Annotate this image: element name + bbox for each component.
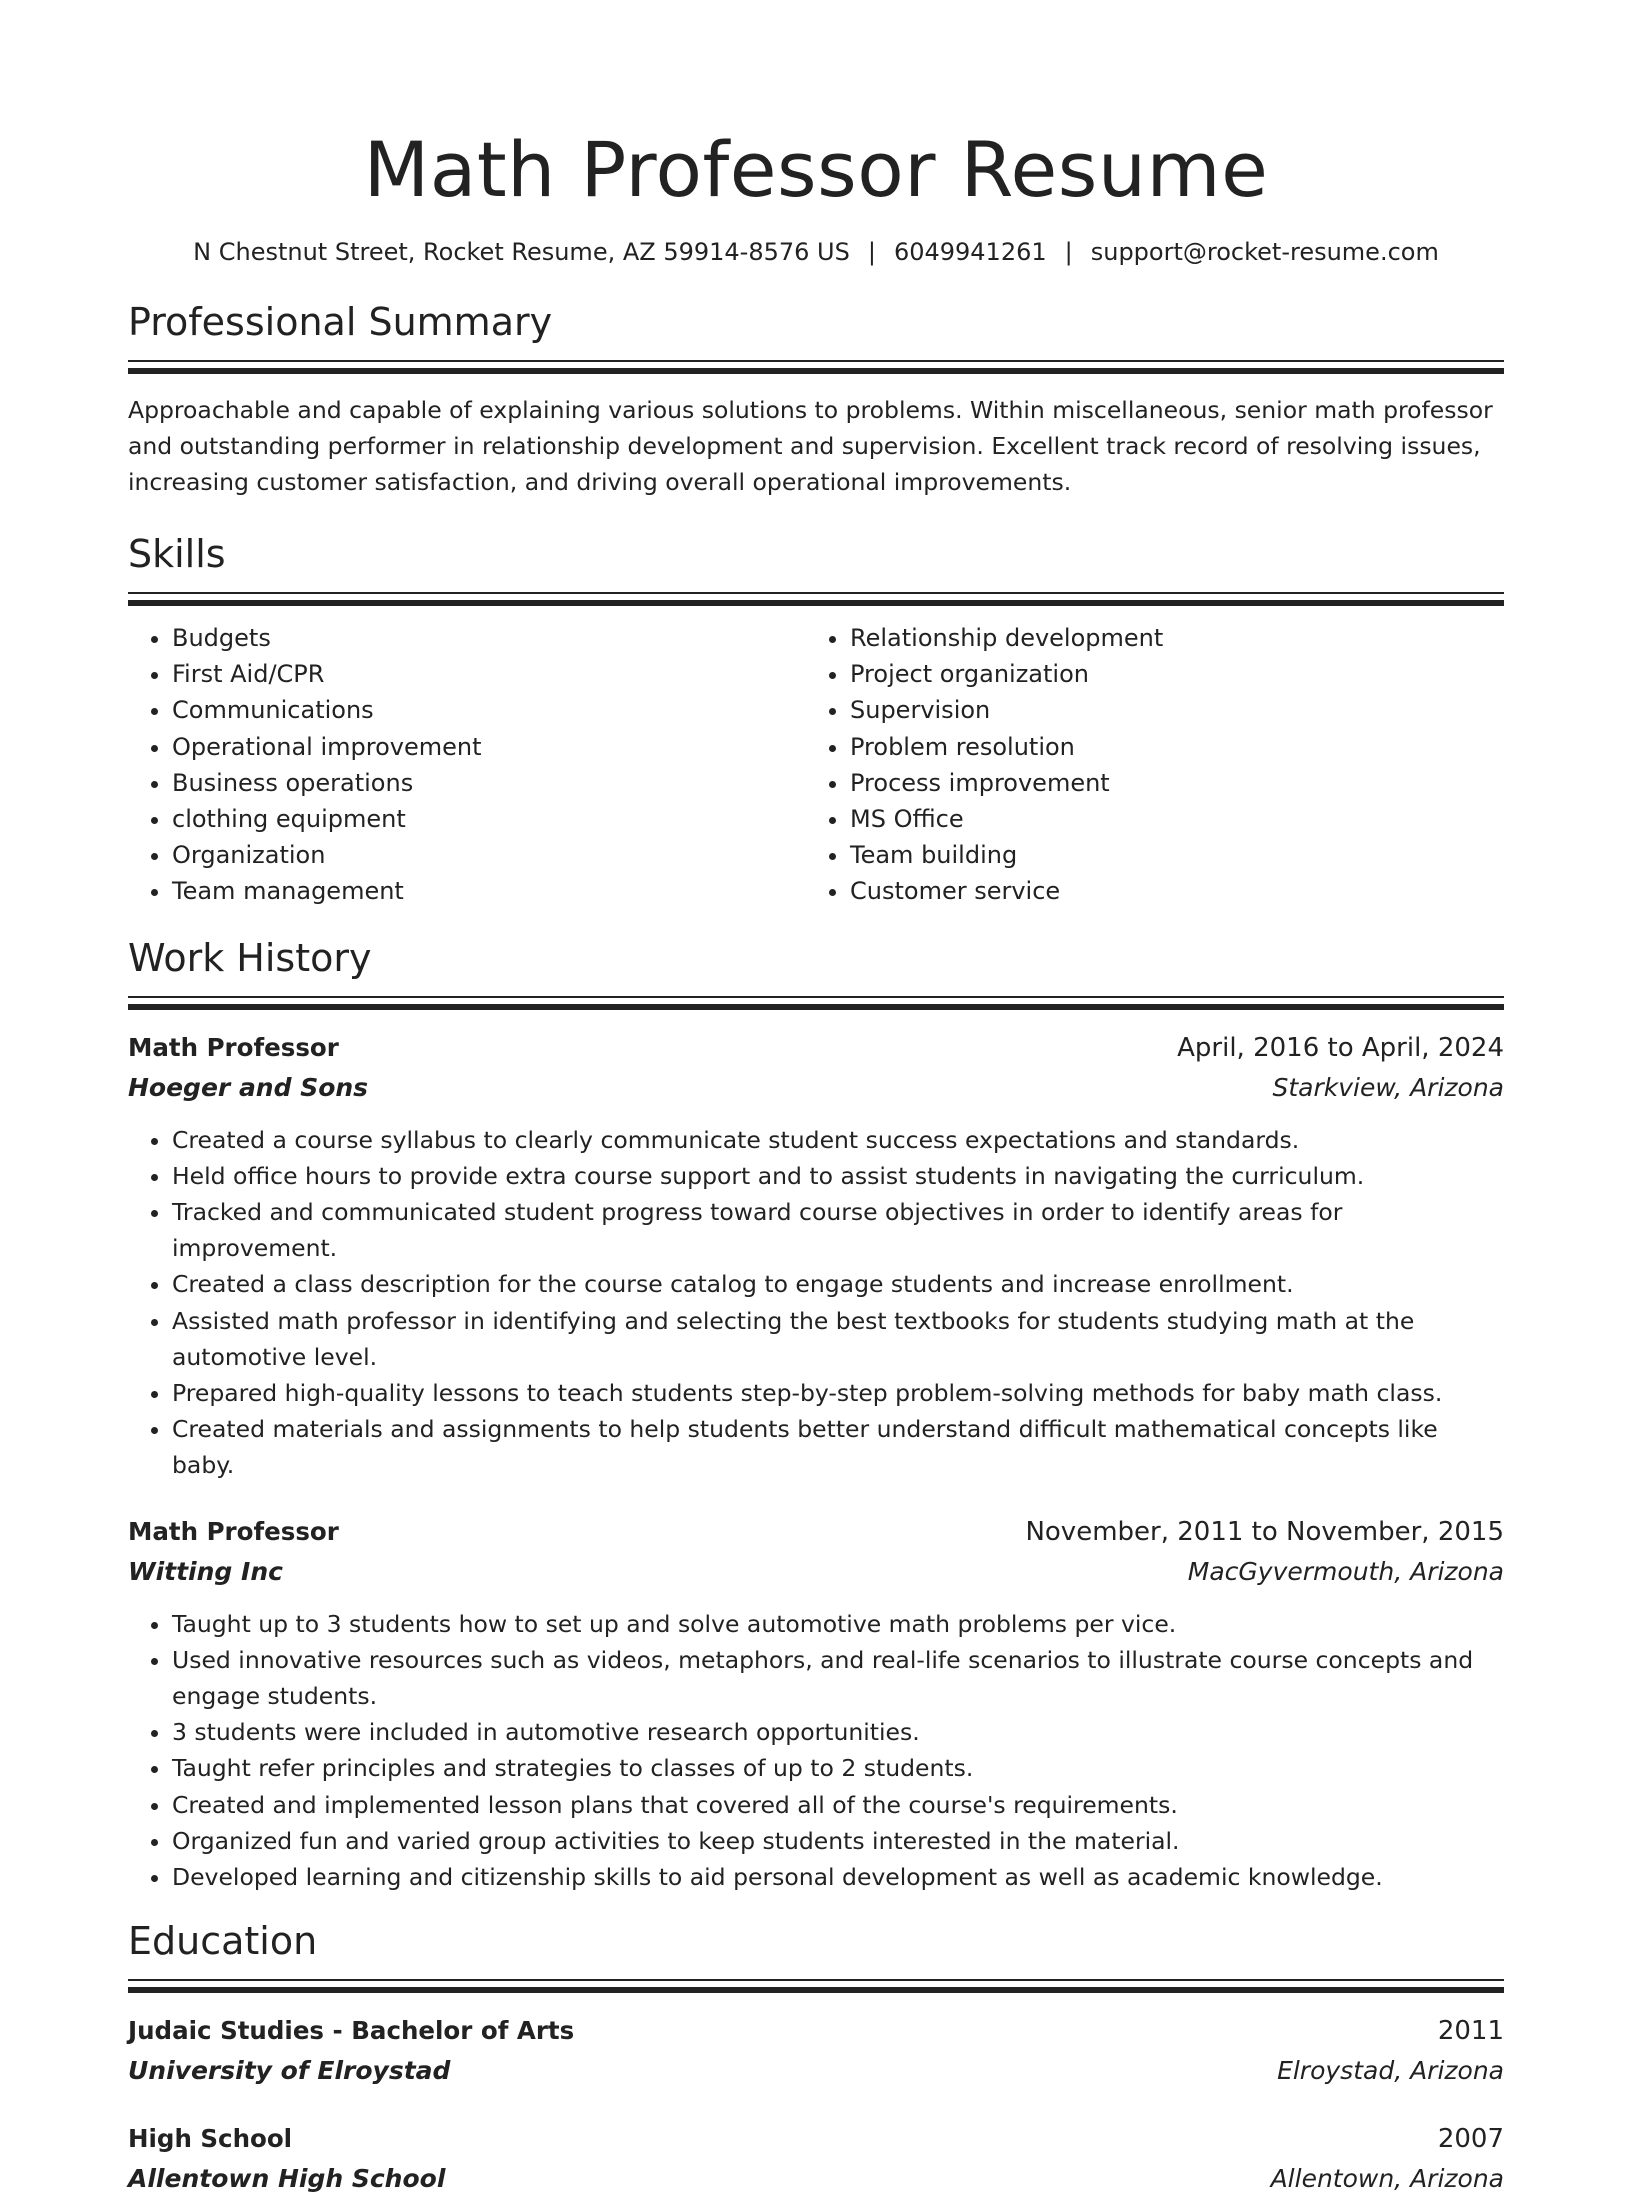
- contact-separator: |: [867, 238, 876, 266]
- skill-item: • Communications: [172, 692, 806, 728]
- job-title: Math Professor: [128, 1516, 339, 1546]
- education-subheader-row: [128, 2159, 1504, 2199]
- work-history-section: [128, 934, 1504, 1896]
- education-school: University of Elroystad: [128, 2056, 451, 2086]
- skill-item: • Supervision: [850, 692, 1484, 728]
- skill-item: • Relationship development: [850, 620, 1484, 656]
- education-year: 2007: [1437, 2124, 1504, 2155]
- contact-email: support@rocket-resume.com: [1090, 238, 1439, 266]
- job-company: Hoeger and Sons: [128, 1072, 369, 1102]
- job-bullet: • Created and implemented lesson plans that covered all of the course's requirements.: [172, 1787, 1504, 1823]
- education-entry: [128, 2011, 1504, 2091]
- skill-item: • Process improvement: [850, 765, 1484, 801]
- work-history-heading: Work History: [128, 935, 372, 980]
- education-heading: Education: [128, 1919, 318, 1964]
- resume-page: [128, 0, 1504, 2199]
- job-bullet: • Taught refer principles and strategies to classes of up to 2 students.: [172, 1750, 1504, 1786]
- education-year: 2011: [1437, 2016, 1504, 2047]
- job-subheader-row: [128, 1068, 1504, 1108]
- skill-item: • MS Office: [850, 801, 1484, 837]
- job-bullet: • Created materials and assignments to help students better understand difficult mathematical concepts like baby.: [172, 1411, 1504, 1483]
- job-bullets: [128, 1606, 1504, 1896]
- job-bullet: • Assisted math professor in identifying and selecting the best textbooks for students studying math at the automotive level.: [172, 1303, 1504, 1375]
- skills-section: [128, 530, 1504, 910]
- education-header-row: [128, 2119, 1504, 2159]
- job-company: Witting Inc: [128, 1556, 283, 1586]
- skill-item: • Organization: [172, 837, 806, 873]
- job-dates: April, 2016 to April, 2024: [1177, 1032, 1504, 1063]
- skill-item: • First Aid/CPR: [172, 656, 806, 692]
- contact-address: N Chestnut Street, Rocket Resume, AZ 59914-8576 US: [193, 238, 850, 266]
- section-divider: [128, 1979, 1504, 1993]
- section-divider: [128, 592, 1504, 606]
- skill-item: • Operational improvement: [172, 729, 806, 765]
- education-degree: High School: [128, 2124, 293, 2154]
- job-title: Math Professor: [128, 1032, 339, 1062]
- resume-title: Math Professor Resume: [363, 125, 1269, 214]
- job-bullets: [128, 1122, 1504, 1484]
- section-divider: [128, 360, 1504, 374]
- job-bullet: • Created a course syllabus to clearly communicate student success expectations and standards.: [172, 1122, 1504, 1158]
- job-bullet: • Used innovative resources such as videos, metaphors, and real-life scenarios to illustrate course concepts and engage students.: [172, 1642, 1504, 1714]
- education-school: Allentown High School: [128, 2164, 446, 2194]
- skill-item: • Business operations: [172, 765, 806, 801]
- education-entry: [128, 2119, 1504, 2199]
- skill-item: • clothing equipment: [172, 801, 806, 837]
- skill-item: • Team management: [172, 873, 806, 909]
- skill-item: • Problem resolution: [850, 729, 1484, 765]
- job-dates: November, 2011 to November, 2015: [1025, 1516, 1504, 1547]
- education-header-row: [128, 2011, 1504, 2051]
- contact-line: [128, 236, 1504, 268]
- skill-item: • Budgets: [172, 620, 806, 656]
- education-location: Allentown, Arizona: [1270, 2164, 1504, 2194]
- job-bullet: • Organized fun and varied group activities to keep students interested in the material.: [172, 1823, 1504, 1859]
- summary-section: [128, 298, 1504, 500]
- job-location: Starkview, Arizona: [1272, 1072, 1504, 1102]
- skill-item: • Customer service: [850, 873, 1484, 909]
- contact-separator: |: [1064, 238, 1073, 266]
- job-bullet: • Taught up to 3 students how to set up and solve automotive math problems per vice.: [172, 1606, 1504, 1642]
- education-section: [128, 1917, 1504, 2199]
- skills-heading: Skills: [128, 532, 226, 576]
- job-bullet: • Tracked and communicated student progress toward course objectives in order to identify areas for improvement.: [172, 1194, 1504, 1266]
- skill-item: • Project organization: [850, 656, 1484, 692]
- skills-columns: [128, 620, 1504, 910]
- job-bullet: • Developed learning and citizenship skills to aid personal development as well as academic knowledge.: [172, 1859, 1504, 1895]
- contact-phone: 6049941261: [893, 238, 1047, 266]
- job-entry: [128, 1512, 1504, 1896]
- job-header-row: [128, 1028, 1504, 1068]
- skills-list-right: [806, 620, 1484, 910]
- job-subheader-row: [128, 1552, 1504, 1592]
- summary-text: Approachable and capable of explaining various solutions to problems. Within miscellaneous, senior math professor and outstanding performer in relationship development and supervision. Excellent track record of resolving issues, increasing customer satisfaction, and driving overall operational improvements.: [128, 396, 1493, 496]
- job-bullet: • 3 students were included in automotive research opportunities.: [172, 1714, 1504, 1750]
- education-subheader-row: [128, 2051, 1504, 2091]
- skills-list-left: [128, 620, 806, 910]
- job-location: MacGyvermouth, Arizona: [1187, 1556, 1504, 1586]
- education-location: Elroystad, Arizona: [1277, 2056, 1504, 2086]
- section-divider: [128, 996, 1504, 1010]
- job-bullet: • Created a class description for the course catalog to engage students and increase enrollment.: [172, 1266, 1504, 1302]
- skill-item: • Team building: [850, 837, 1484, 873]
- job-bullet: • Prepared high-quality lessons to teach students step-by-step problem-solving methods for baby math class.: [172, 1375, 1504, 1411]
- job-entry: [128, 1028, 1504, 1484]
- education-degree: Judaic Studies - Bachelor of Arts: [128, 2016, 575, 2046]
- job-header-row: [128, 1512, 1504, 1552]
- job-bullet: • Held office hours to provide extra course support and to assist students in navigating the curriculum.: [172, 1158, 1504, 1194]
- summary-heading: Professional Summary: [128, 300, 553, 344]
